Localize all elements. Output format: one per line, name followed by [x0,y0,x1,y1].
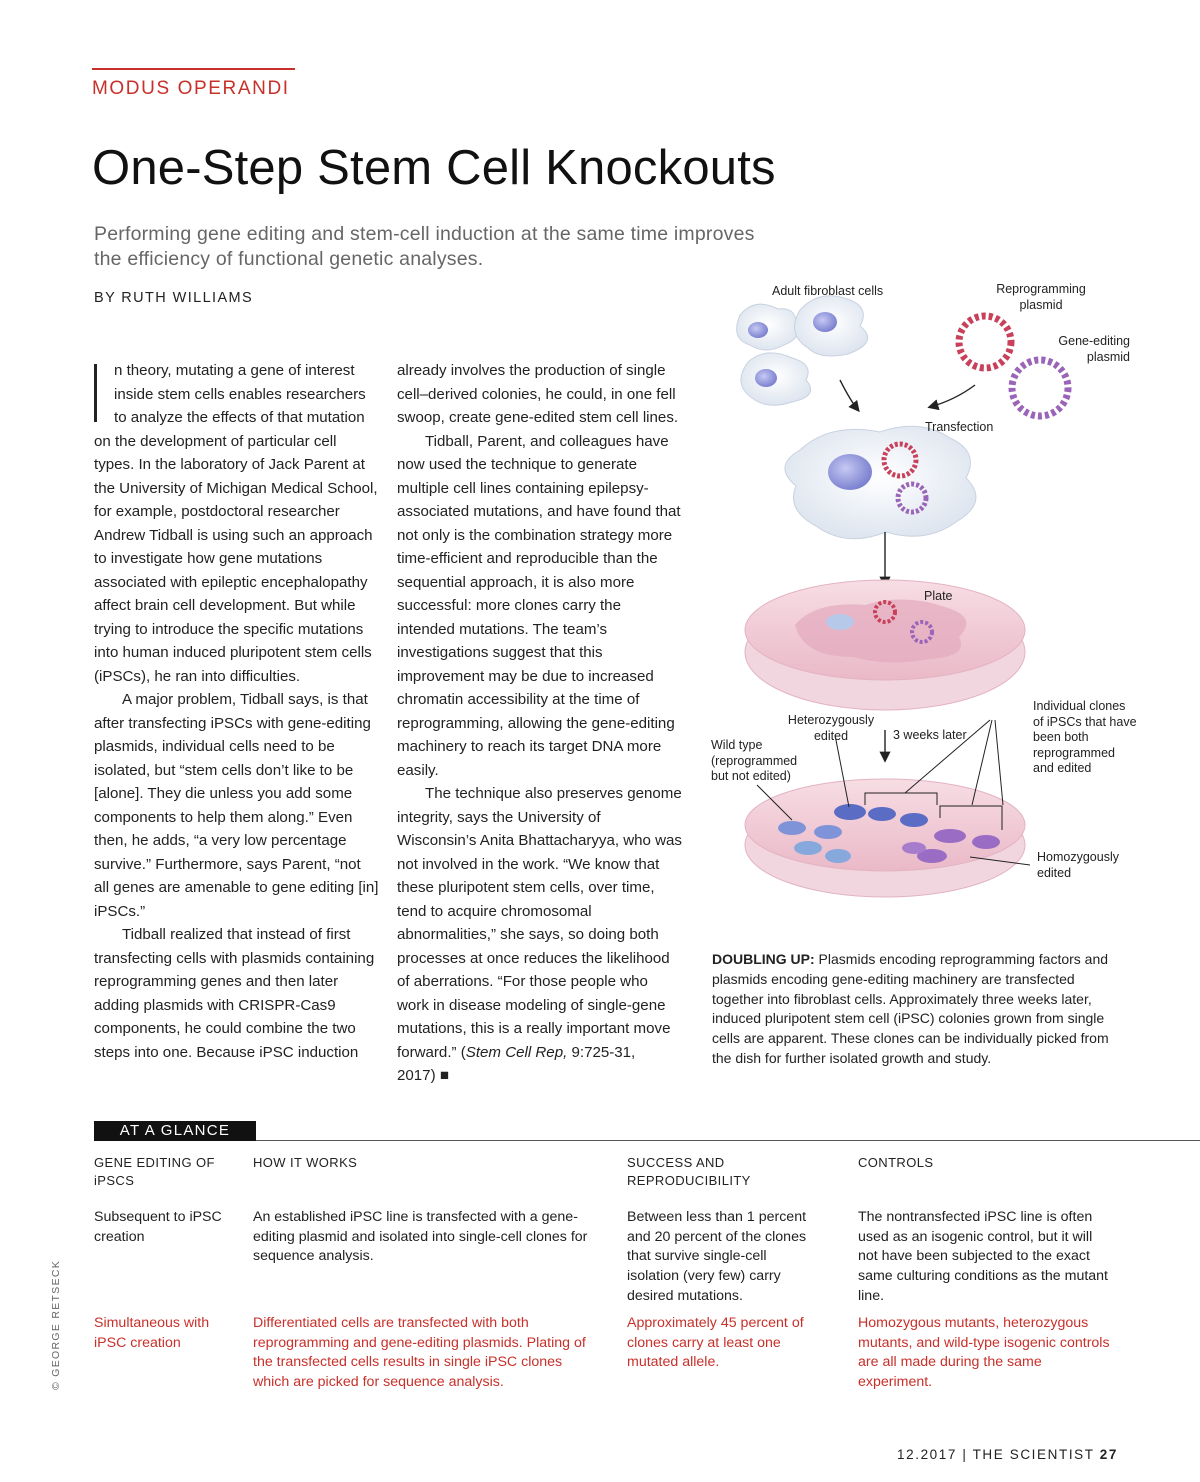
article-column-1 [94,359,379,1064]
section-rule [92,68,295,70]
end-mark: ■ [439,1067,449,1084]
caption-lead: DOUBLING UP: [712,951,815,967]
arrow [930,385,975,407]
fibroblast-cell [795,296,868,356]
glance-cell-highlight: Differentiated cells are transfected with both reprogramming and gene-editing plasmids. Plating of the transfected cells results in single iPSC clones which are picked for sequence analysis. [253,1315,586,1391]
transfected-cell [785,426,976,539]
glance-cell: Subsequent to iPSC creation [94,1209,222,1245]
glance-header: CONTROLS [858,1155,934,1170]
label-heterozygously: Heterozygously edited [787,713,875,743]
fibroblast-cell [737,304,799,350]
glance-cell-highlight: Simultaneous with iPSC creation [94,1315,210,1351]
citation-details: 9:725-31, 2017) [397,1043,636,1084]
article-title: One-Step Stem Cell Knockouts [92,141,776,195]
footer-issue: 12.2017 [897,1447,957,1462]
gene-editing-plasmid-icon [1012,360,1068,416]
byline: BY RUTH WILLIAMS [94,290,254,306]
glance-cell: The nontransfected iPSC line is often used as an isogenic control, but it will not have been subjected to the exact same culturing conditions as the mutant line. [858,1209,1108,1304]
paragraph [397,782,682,1088]
drop-cap-i [94,364,106,422]
label-three-weeks: 3 weeks later [893,728,967,742]
glance-cell-highlight: Approximately 45 percent of clones carry at least one mutated allele. [627,1315,804,1371]
reprogramming-plasmid-icon [959,316,1011,368]
footer-separator: | [962,1447,968,1462]
label-plate: Plate [924,589,953,603]
culture-dish-colonies [745,779,1025,897]
fibroblast-cell [741,353,811,405]
label-wild-type: Wild type (reprogrammed but not edited) [711,738,798,783]
glance-cell: Between less than 1 percent and 20 percent of the clones that survive single-cell isolation (very few) carry desired mutations. [627,1209,807,1304]
image-credit: © GEORGE RETSECK [50,1259,62,1390]
paragraph-text: n theory, mutating a gene of interest inside stem cells enables researchers to analyze the effects of that mutation on the development of particular cell types. In the laboratory of Jack Parent at the University of Michigan Medical School, for example, postdoctoral researcher Andrew Tidball is using such an approach to investigate how gene mutations associated with epileptic encephalopathy affect brain cell development. But while trying to introduce the specific mutations into human induced pluripotent stem cells (iPSCs), he ran into difficulties. [94,362,378,685]
label-reprogramming-plasmid: Reprogramming plasmid [996,282,1086,312]
section-label: MODUS OPERANDI [92,78,290,99]
paragraph-text: The technique also preserves genome integrity, says the University of Wisconsin’s Anita Bhattacharyya, who was not involved in the work. “We know that these pluripotent stem cells, over time, tend to acquire chromosomal abnormalities,” she says, so doing both processes at once reduces the likelihood of aberrations. “For those people who work in disease modeling of single-gene mutations, this is a really important move forward.” ( [397,785,682,1061]
citation-journal: Stem Cell Rep, [465,1043,568,1061]
footer-magazine: THE SCIENTIST [972,1447,1095,1462]
paragraph: Tidball, Parent, and colleagues have now used the technique to generate multiple cell lines containing epilepsy-associated mutations, and have found that not only is the combination strategy more time-efficient and reproducible than the sequential approach, it is also more successful: more clones carry the intended mutations. The team’s investigations suggest that this improvement may be due to increased chromatin accessibility at the time of reprogramming, allowing the gene-editing machinery to reach its target DNA more easily. [397,432,681,779]
illustration-diagram [700,280,1200,940]
glance-cell: An established iPSC line is transfected with a gene-editing plasmid and isolated into single-cell clones for sequence analysis. [253,1209,588,1265]
paragraph: already involves the production of single cell–derived colonies, he could, in one fell swoop, create gene-edited stem cell lines. [397,362,679,426]
page-footer [897,1447,1118,1462]
label-transfection: Transfection [925,420,994,434]
paragraph [94,359,379,688]
footer-page-number: 27 [1099,1447,1118,1462]
paragraph: Tidball realized that instead of first transfecting cells with plasmids containing reprogramming genes and then later adding plasmids with CRISPR-Cas9 components, he could combine the two steps into one. Because iPSC induction [94,926,375,1061]
culture-dish [745,580,1025,710]
at-a-glance-tag: AT A GLANCE [94,1121,256,1141]
paragraph: A major problem, Tidball says, is that after transfecting iPSCs with gene-editing plasmids, individual cells need to be isolated, but “stem cells don’t like to be [alone]. They die unless you add some components to help them along.” Even then, he adds, “a very low percentage survive.” Furthermore, says Parent, “not all genes are amenable to gene editing [in] iPSCs.” [94,691,379,920]
caption-text: Plasmids encoding reprogramming factors and plasmids encoding gene-editing machinery are transfected together into fibroblast cells. Approximately three weeks later, induced pluripotent stem cell (iPSC) colonies grown from single cells are apparent. These clones can be individually picked from the dish for further isolated growth and study. [712,951,1109,1066]
article-subtitle: Performing gene editing and stem-cell induction at the same time improves the efficiency of functional genetic analyses. [94,223,755,270]
glance-header: SUCCESS AND REPRODUCIBILITY [627,1155,751,1188]
glance-header: GENE EDITING OF iPSCS [94,1155,215,1188]
article-column-2 [397,359,682,1088]
label-individual-clones: Individual clones of iPSCs that have been both reprogrammed and edited [1033,699,1137,775]
label-homozygously: Homozygously edited [1037,850,1119,880]
arrow [840,380,858,410]
label-gene-editing-plasmid: Gene-editing plasmid [1058,334,1130,364]
glance-cell-highlight: Homozygous mutants, heterozygous mutants, and wild-type isogenic controls are all made during the same experiment. [858,1315,1110,1391]
figure-caption [712,950,1112,1069]
label-adult-fibroblast: Adult fibroblast cells [772,284,884,298]
glance-divider [94,1140,1200,1141]
glance-header: HOW IT WORKS [253,1155,358,1170]
